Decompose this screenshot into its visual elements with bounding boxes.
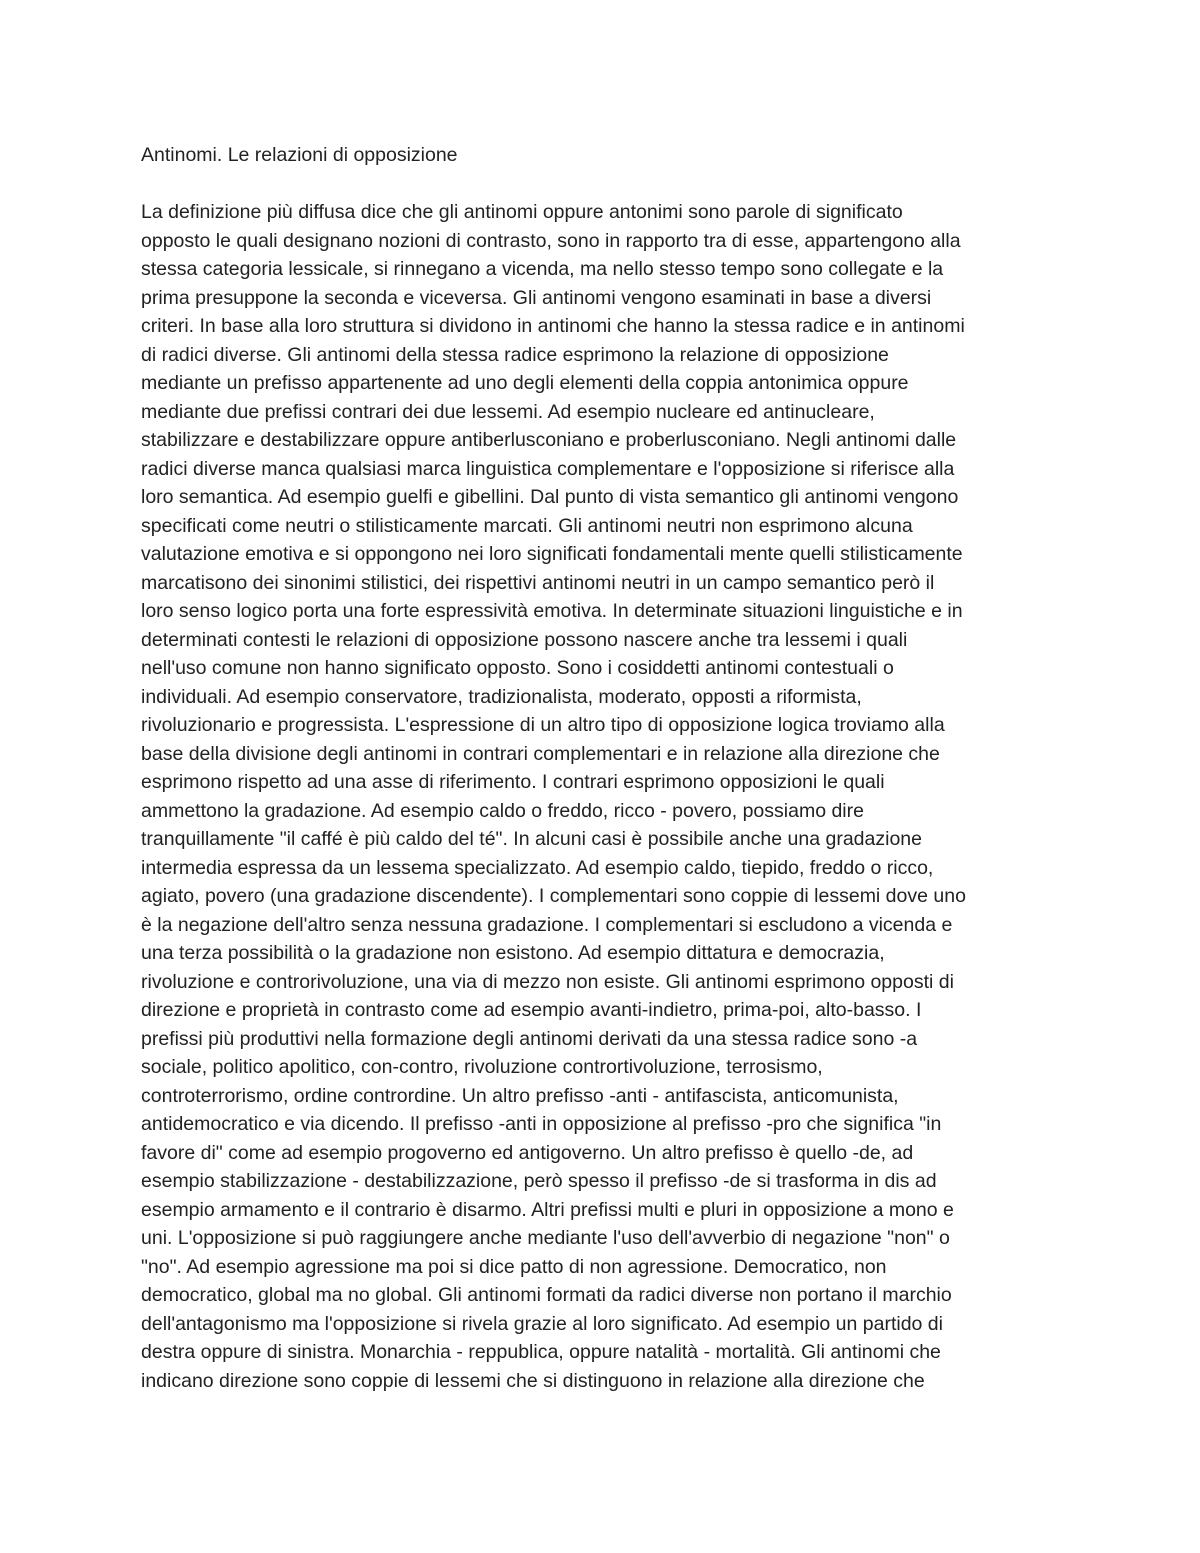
body-text-line: criteri. In base alla loro struttura si dividono in antinomi che hanno la stessa radice e in antinomi — [141, 315, 965, 337]
body-text-line: "no". Ad esempio agressione ma poi si dice patto di non agressione. Democratico, non — [141, 1255, 887, 1278]
body-text-line: determinati contesti le relazioni di opposizione possono nascere anche tra lessemi i quali — [141, 628, 908, 651]
body-text-line: favore di" come ad esempio progoverno ed antigoverno. Un altro prefisso è quello -de, ad — [141, 1141, 914, 1164]
body-text-line: ammettono la gradazione. Ad esempio caldo o freddo, ricco - povero, possiamo dire — [141, 799, 864, 822]
body-text-line: loro senso logico porta una forte espressività emotiva. In determinate situazioni linguistiche e in — [141, 600, 963, 622]
body-text-line: mediante due prefissi contrari dei due lessemi. Ad esempio nucleare ed antinucleare, — [141, 400, 875, 423]
body-text-line: esempio stabilizzazione - destabilizzazione, però spesso il prefisso -de si trasforma in dis ad — [141, 1170, 937, 1192]
body-text-line: esempio armamento e il contrario è disarmo. Altri prefissi multi e pluri in opposizione a mono e — [141, 1198, 954, 1221]
body-text-line: prefissi più produttivi nella formazione degli antinomi derivati da una stessa radice sono -a — [141, 1027, 918, 1050]
body-text-line: una terza possibilità o la gradazione non esistono. Ad esempio dittatura e democrazia, — [141, 942, 885, 964]
body-text-line: direzione e proprietà in contrasto come ad esempio avanti-indietro, prima-poi, alto-basso. I — [141, 999, 922, 1021]
document-body — [141, 198, 1071, 1395]
body-text-line: di radici diverse. Gli antinomi della stessa radice esprimono la relazione di opposizione — [141, 343, 889, 366]
body-text-line: base della divisione degli antinomi in contrari complementari e in relazione alla direzione che — [141, 742, 940, 765]
document-title: Antinomi. Le relazioni di opposizione — [141, 144, 458, 166]
body-text-line: stabilizzare e destabilizzare oppure antiberlusconiano e proberlusconiano. Negli antinomi dalle — [141, 429, 957, 451]
body-text-line: nell'uso comune non hanno significato opposto. Sono i cosiddetti antinomi contestuali o — [141, 657, 894, 679]
body-text-line: agiato, povero (una gradazione discendente). I complementari sono coppie di lessemi dove uno — [141, 885, 966, 907]
body-text-line: individuali. Ad esempio conservatore, tradizionalista, moderato, opposti a riformista, — [141, 685, 862, 708]
body-text-line: esprimono rispetto ad una asse di riferimento. I contrari esprimono opposizioni le quali — [141, 771, 885, 793]
body-text-line: dell'antagonismo ma l'opposizione si rivela grazie al loro significato. Ad esempio un partido di — [141, 1312, 943, 1335]
body-text-line: sociale, politico apolitico, con-contro, rivoluzione contrortivoluzione, terrosismo, — [141, 1056, 823, 1078]
body-text-line: prima presuppone la seconda e viceversa. Gli antinomi vengono esaminati in base a diversi — [141, 286, 932, 309]
body-text-line: indicano direzione sono coppie di lessemi che si distinguono in relazione alla direzione che — [141, 1369, 925, 1392]
body-text-line: destra oppure di sinistra. Monarchia - reppublica, oppure natalità - mortalità. Gli antinomi che — [141, 1341, 941, 1363]
body-text-line: intermedia espressa da un lessema specializzato. Ad esempio caldo, tiepido, freddo o ricco, — [141, 856, 934, 879]
body-text-line: La definizione più diffusa dice che gli antinomi oppure antonimi sono parole di significato — [141, 201, 903, 223]
body-text-line: marcatisono dei sinonimi stilistici, dei rispettivi antinomi neutri in un campo semantico però il — [141, 571, 935, 594]
body-text-line: è la negazione dell'altro senza nessuna gradazione. I complementari si escludono a vicenda e — [141, 913, 953, 936]
body-text-line: controterrorismo, ordine contrordine. Un altro prefisso -anti - antifascista, anticomunista, — [141, 1084, 899, 1107]
body-text-line: tranquillamente "il caffé è più caldo del té". In alcuni casi è possibile anche una gradazione — [141, 828, 922, 850]
body-text-line: mediante un prefisso appartenente ad uno degli elementi della coppia antonimica oppure — [141, 372, 909, 394]
body-text-line: uni. L'opposizione si può raggiungere anche mediante l'uso dell'avverbio di negazione "non" o — [141, 1227, 950, 1249]
body-text-line: loro semantica. Ad esempio guelfi e gibellini. Dal punto di vista semantico gli antinomi vengono — [141, 486, 959, 508]
body-text-line: radici diverse manca qualsiasi marca linguistica complementare e l'opposizione si riferisce alla — [141, 457, 955, 480]
body-text-line: rivoluzionario e progressista. L'espressione di un altro tipo di opposizione logica troviamo alla — [141, 714, 945, 736]
body-text-line: democratico, global ma no global. Gli antinomi formati da radici diverse non portano il marchio — [141, 1284, 952, 1306]
body-text-line: antidemocratico e via dicendo. Il prefisso -anti in opposizione al prefisso -pro che significa "in — [141, 1113, 942, 1135]
body-text-line: opposto le quali designano nozioni di contrasto, sono in rapporto tra di esse, appartengono alla — [141, 229, 961, 252]
body-text-line: rivoluzione e controrivoluzione, una via di mezzo non esiste. Gli antinomi esprimono opposti di — [141, 970, 954, 993]
body-text-line: specificati come neutri o stilisticamente marcati. Gli antinomi neutri non esprimono alcuna — [141, 514, 913, 537]
body-text-line: stessa categoria lessicale, si rinnegano a vicenda, ma nello stesso tempo sono collegate e la — [141, 258, 944, 280]
body-text-line: valutazione emotiva e si oppongono nei loro significati fondamentali mente quelli stilisticamente — [141, 543, 963, 565]
